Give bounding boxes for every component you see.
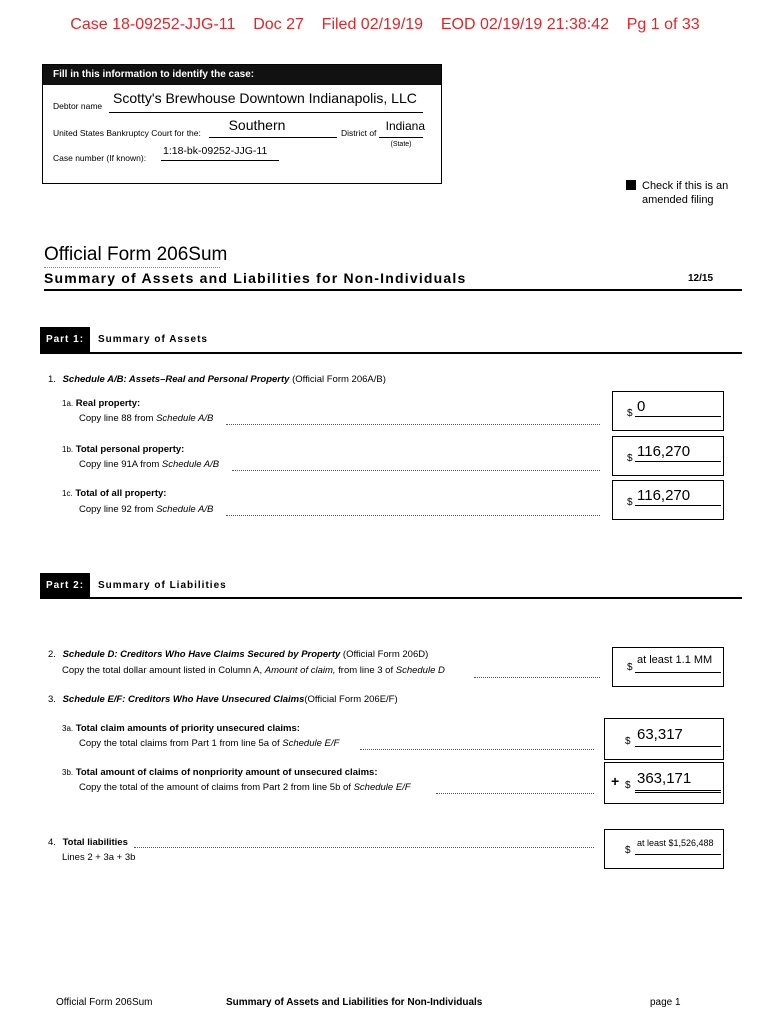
item1-line: [48, 374, 386, 385]
item2-copy-prefix: Copy the total dollar amount listed in Column A,: [62, 665, 265, 676]
row-1a-leader: [226, 424, 600, 425]
part2-rule: [40, 597, 742, 599]
row-3a-value-line: [635, 746, 721, 747]
item2-leader: [474, 677, 600, 678]
row-1c-copy: [79, 504, 213, 515]
row-1a-copy-prefix: Copy line 88 from: [79, 413, 157, 424]
part2-title: Summary of Liabilities: [98, 580, 227, 591]
row-1b-value-box[interactable]: [612, 436, 724, 476]
part1-title: Summary of Assets: [98, 334, 208, 345]
item4-value: at least $1,526,488: [637, 838, 714, 848]
case-header: Case 18-09252-JJG-11 Doc 27 Filed 02/19/19 EOD 02/19/19 21:38:42 Pg 1 of 33: [70, 16, 700, 33]
row-1c-value-box[interactable]: [612, 480, 724, 520]
row-1c-num: 1c.: [62, 489, 73, 498]
title-rule: [44, 289, 742, 291]
row-1c-title: Total of all property:: [75, 488, 167, 499]
row-1b-copy-sched: Schedule A/B: [161, 459, 220, 470]
item4-num: 4.: [48, 837, 56, 848]
case-identification-box: [42, 64, 442, 184]
row-3b-value-box[interactable]: [604, 762, 724, 804]
item2-value: at least 1.1 MM: [637, 654, 713, 666]
row-3a-title: Total claim amounts of priority unsecured claims:: [75, 723, 300, 734]
district-of-label: District of: [341, 128, 377, 138]
row-1b-leader: [232, 470, 600, 471]
item1-title: Schedule A/B: Assets–Real and Personal Property: [62, 374, 290, 385]
item2-copy-sched: Schedule D: [395, 665, 445, 676]
row-3a-num: 3a.: [62, 724, 74, 733]
row-1a-title: Real property:: [75, 398, 141, 409]
item4-dollar: $: [625, 845, 631, 856]
amended-label-line2: amended filing: [642, 194, 714, 206]
row-1b-copy-prefix: Copy line 91A from: [79, 459, 162, 470]
row-1c-copy-sched: Schedule A/B: [156, 504, 214, 515]
row-3b-num: 3b.: [62, 768, 74, 777]
row-1a-value-box[interactable]: [612, 391, 724, 431]
row-1c-dollar: $: [627, 497, 633, 508]
row-3b-dollar: $: [625, 780, 631, 791]
form-name-underline: [44, 267, 220, 268]
row-1a-dollar: $: [627, 408, 633, 419]
row-3a-copy: [79, 738, 339, 749]
row-3b-copy-sched: Schedule E/F: [353, 782, 411, 793]
plus-icon: +: [611, 773, 620, 789]
form-name: Official Form 206Sum: [44, 244, 228, 265]
row-1c-leader: [226, 515, 600, 516]
footer-title: Summary of Assets and Liabilities for Non-Individuals: [226, 997, 483, 1008]
item3-title: Schedule E/F: Creditors Who Have Unsecured Claims: [62, 694, 305, 705]
case-number-value[interactable]: 1:18-bk-09252-JJG-11: [163, 145, 268, 157]
row-1b-title: Total personal property:: [75, 444, 185, 455]
state-caption: (State): [390, 141, 412, 148]
row-1b-label: [62, 444, 184, 455]
row-3b-label: [62, 767, 378, 778]
item2-value-line: [635, 672, 721, 673]
item2-copy-mid: from line 3 of: [335, 665, 396, 676]
item1-num: 1.: [48, 374, 56, 385]
item4-value-box[interactable]: [604, 829, 724, 869]
row-1c-value-line: [635, 505, 721, 506]
row-1c-copy-prefix: Copy line 92 from: [79, 504, 157, 515]
part2-label: Part 2:: [40, 573, 90, 599]
item2-ref: (Official Form 206D): [342, 649, 429, 660]
row-3b-copy: [79, 782, 411, 793]
row-1b-value-line: [635, 461, 721, 462]
court-district-value[interactable]: Southern: [228, 117, 286, 133]
item2-title: Schedule D: Creditors Who Have Claims Secured by Property: [62, 649, 341, 660]
item2-line: [48, 649, 428, 660]
row-1c-label: [62, 488, 166, 499]
row-3a-label: [62, 723, 300, 734]
row-3b-value: 363,171: [637, 770, 692, 787]
row-3a-value-box[interactable]: [604, 718, 724, 760]
row-3a-copy-prefix: Copy the total claims from Part 1 from line 5a of: [79, 738, 283, 749]
row-1b-copy: [79, 459, 219, 470]
item3-num: 3.: [48, 694, 56, 705]
item3-ref: (Official Form 206E/F): [304, 694, 398, 705]
state-value[interactable]: Indiana: [385, 119, 425, 133]
item4-sub: Lines 2 + 3a + 3b: [62, 852, 136, 863]
row-1b-value: 116,270: [637, 443, 691, 460]
amended-label: [642, 179, 728, 207]
id-box-title: Fill in this information to identify the case:: [43, 65, 441, 85]
item2-num: 2.: [48, 649, 56, 660]
row-1a-num: 1a.: [62, 399, 74, 408]
footer-page: page 1: [650, 997, 681, 1008]
row-3a-value: 63,317: [637, 726, 683, 743]
row-1a-copy: [79, 413, 213, 424]
part1-label: Part 1:: [40, 327, 90, 353]
item2-value-box[interactable]: [612, 647, 724, 687]
row-3b-leader: [436, 793, 594, 794]
row-3a-leader: [360, 749, 594, 750]
court-label: United States Bankruptcy Court for the:: [53, 128, 201, 138]
row-3b-title: Total amount of claims of nonpriority amount of unsecured claims:: [75, 767, 378, 778]
row-3b-copy-prefix: Copy the total of the amount of claims from Part 2 from line 5b of: [79, 782, 354, 793]
row-1a-copy-sched: Schedule A/B: [156, 413, 214, 424]
row-3a-dollar: $: [625, 736, 631, 747]
row-1b-num: 1b.: [62, 445, 74, 454]
form-version: 12/15: [688, 273, 714, 284]
item2-dollar: $: [627, 662, 633, 673]
item2-copy: [62, 665, 445, 676]
form-title: Summary of Assets and Liabilities for Non-Individuals: [44, 270, 467, 286]
item4-value-line: [635, 854, 721, 855]
row-1c-value: 116,270: [637, 487, 691, 504]
part1-rule: [40, 352, 742, 354]
footer-form-name: Official Form 206Sum: [56, 997, 153, 1008]
item3-line: [48, 694, 398, 705]
row-1b-dollar: $: [627, 453, 633, 464]
debtor-name-value[interactable]: Scotty's Brewhouse Downtown Indianapolis, LLC: [113, 90, 417, 106]
item1-ref: (Official Form 206A/B): [292, 374, 386, 385]
row-3a-copy-sched: Schedule E/F: [282, 738, 340, 749]
row-1a-label: [62, 398, 140, 409]
debtor-name-label: Debtor name: [53, 101, 103, 111]
amended-checkbox[interactable]: [626, 180, 636, 190]
case-number-label: Case number (If known):: [53, 153, 147, 163]
item4-line: [48, 837, 128, 848]
row-1a-value-line: [635, 416, 721, 417]
row-3b-value-line: [635, 790, 721, 793]
row-1a-value: 0: [637, 398, 646, 415]
item4-leader: [134, 847, 594, 848]
item4-title: Total liabilities: [62, 837, 128, 848]
item2-copy-italic: Amount of claim,: [264, 665, 336, 676]
amended-label-line1: Check if this is an: [642, 180, 729, 192]
